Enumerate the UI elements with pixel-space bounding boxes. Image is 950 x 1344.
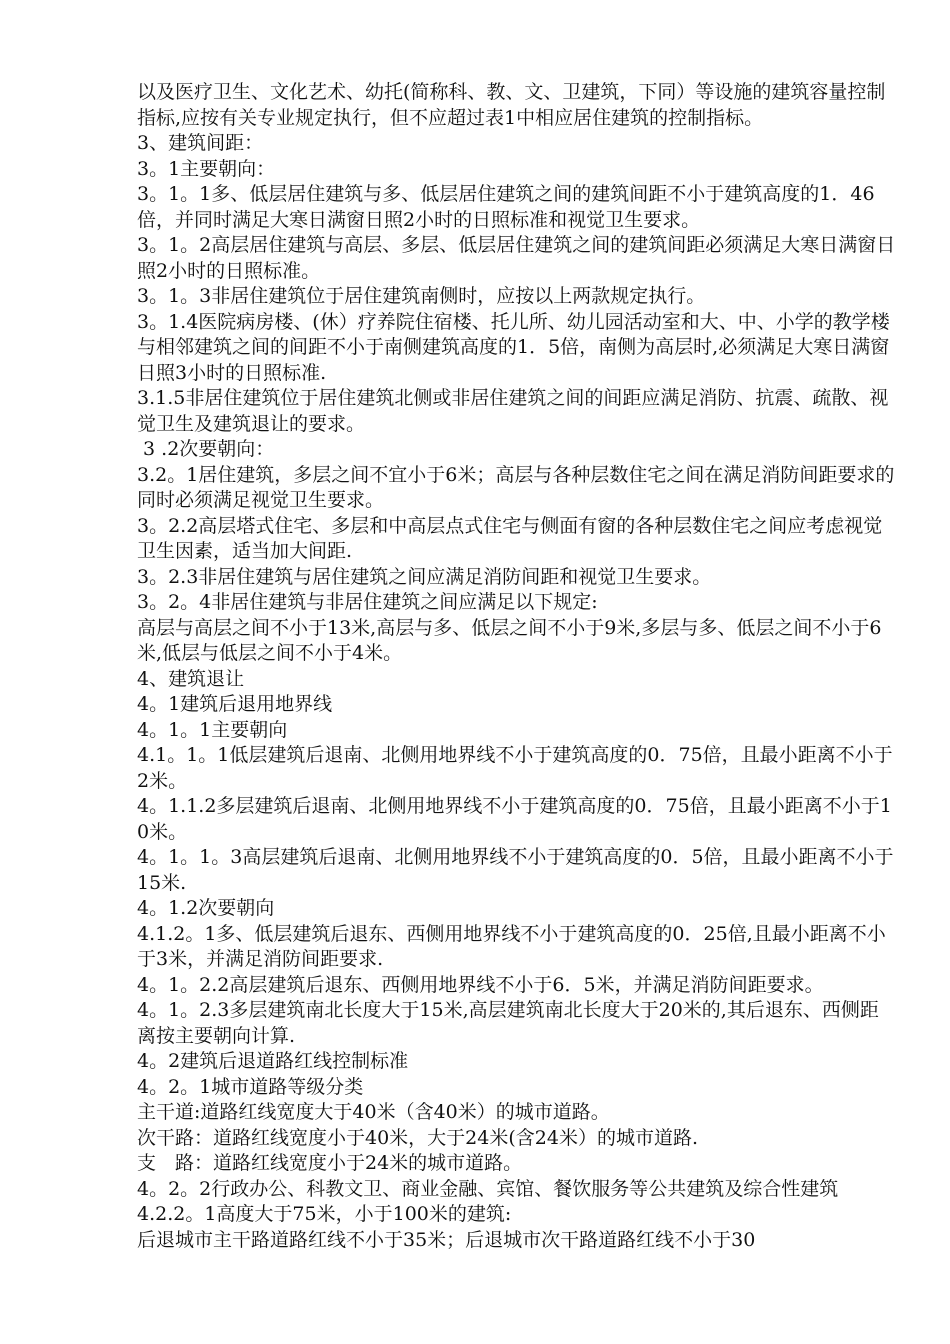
clause-4-2-2-1-detail: 后退城市主干路道路红线不小于35米；后退城市次干路道路红线不小于30: [137, 1228, 756, 1251]
clause-4-1-2-3: 4。1。2.3多层建筑南北长度大于15米,高层建筑南北长度大于20米的,其后退东、西侧距离按主要朝向计算.: [137, 999, 879, 1047]
clause-4-1-2-1: 4.1.2。1多、低层建筑后退东、西侧用地界线不小于建筑高度的0．25倍,且最小距离不小于3米，并满足消防间距要求.: [137, 922, 886, 970]
clause-4-1-1-1: 4.1。1。1低层建筑后退南、北侧用地界线不小于建筑高度的0．75倍，且最小距离不小于2米。: [137, 744, 893, 792]
subsection-heading-4-2-2: 4。2。2行政办公、科教文卫、商业金融、宾馆、餐饮服务等公共建筑及综合性建筑: [137, 1177, 839, 1200]
clause-4-1-2-2: 4。1。2.2高层建筑后退东、西侧用地界线不小于6．5米，并满足消防间距要求。: [137, 973, 824, 996]
clause-4-1-1-3: 4。1。1。3高层建筑后退南、北侧用地界线不小于建筑高度的0．5倍，且最小距离不小于15米.: [137, 846, 894, 894]
section-heading-3: 3、建筑间距：: [137, 132, 264, 154]
clause-4-2-2-1: 4.2.2。1高度大于75米，小于100米的建筑:: [137, 1203, 512, 1225]
subsection-heading-4-2-1: 4。2。1城市道路等级分类: [137, 1075, 364, 1098]
document-body: [137, 80, 897, 1253]
clause-3-2-4: 3。2。4非居住建筑与非居住建筑之间应满足以下规定:: [137, 591, 598, 613]
clause-3-2-1: 3.2。1居住建筑，多层之间不宜小于6米；高层与各种层数住宅之间在满足消防间距要求的同时必须满足视觉卫生要求。: [137, 463, 895, 511]
clause-3-1-1: 3。1。1多、低层居住建筑与多、低层居住建筑之间的建筑间距不小于建筑高度的1．46倍，并同时满足大寒日满窗日照2小时的日照标准和视觉卫生要求。: [137, 183, 875, 231]
subsection-heading-4-2: 4。2建筑后退道路红线控制标准: [137, 1050, 409, 1072]
clause-3-2-3: 3。2.3非居住建筑与居住建筑之间应满足消防间距和视觉卫生要求。: [137, 565, 712, 588]
subsection-heading-4-1-2: 4。1.2次要朝向: [137, 897, 275, 919]
road-class-main: 主干道:道路红线宽度大于40米（含40米）的城市道路。: [137, 1101, 610, 1123]
clause-4-1-1-2: 4。1.1.2多层建筑后退南、北侧用地界线不小于建筑高度的0．75倍，且最小距离不小于10米。: [137, 795, 892, 843]
road-class-secondary: 次干路：道路红线宽度小于40米，大于24米(含24米）的城市道路.: [137, 1126, 698, 1149]
subsection-heading-4-1-1: 4。1。1主要朝向: [137, 718, 288, 741]
clause-3-1-4: 3。1.4医院病房楼、(休）疗养院住宿楼、托儿所、幼儿园活动室和大、中、小学的教学楼与相邻建筑之间的间距不小于南侧建筑高度的1．5倍，南侧为高层时,必须满足大寒日满窗日照3小时的日照标准.: [137, 310, 890, 384]
clause-3-1-3: 3。1。3非居住建筑位于居住建筑南侧时，应按以上两款规定执行。: [137, 285, 706, 307]
section-heading-4: 4、建筑退让: [137, 667, 245, 690]
subsection-heading-3-1: 3。1主要朝向：: [137, 157, 276, 180]
clause-3-1-5: 3.1.5非居住建筑位于居住建筑北侧或非居住建筑之间的间距应满足消防、抗震、疏散、视觉卫生及建筑退让的要求。: [137, 387, 889, 435]
clause-3-1-2: 3。1。2高层居住建筑与高层、多层、低层居住建筑之间的建筑间距必须满足大寒日满窗日照2小时的日照标准。: [137, 234, 896, 282]
paragraph-continuation: 以及医疗卫生、文化艺术、幼托(简称科、教、文、卫建筑，下同）等设施的建筑容量控制指标,应按有关专业规定执行，但不应超过表1中相应居住建筑的控制指标。: [137, 81, 886, 129]
road-class-branch: 支 路：道路红线宽度小于24米的城市道路。: [137, 1152, 523, 1174]
subsection-heading-3-2: 3 .2次要朝向：: [137, 438, 275, 460]
clause-3-2-4-detail: 高层与高层之间不小于13米,高层与多、低层之间不小于9米,多层与多、低层之间不小于6米,低层与低层之间不小于4米。: [137, 616, 882, 664]
clause-3-2-2: 3。2.2高层塔式住宅、多层和中高层点式住宅与侧面有窗的各种层数住宅之间应考虑视觉卫生因素，适当加大间距.: [137, 514, 883, 562]
subsection-heading-4-1: 4。1建筑后退用地界线: [137, 693, 333, 715]
